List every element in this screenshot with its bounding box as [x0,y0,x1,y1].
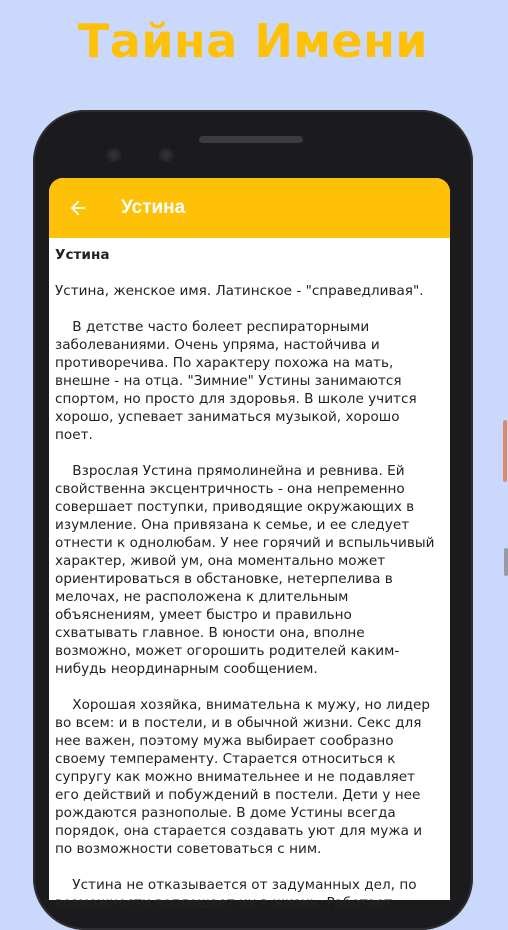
page-title: Устина [121,197,186,218]
arrow-left-icon [67,197,89,219]
app-bar [49,178,450,238]
article-paragraph: Устина не отказывается от задуманных дел, по возможности воплощает их в жизнь. Работает [55,877,421,911]
article-paragraph: Хорошая хозяйка, внимательна к мужу, но лидер во всем: и в постели, и в обычной жизни. Секс для нее важен, поэтому мужа выбирает сообразно своему темпераменту. Старается относиться к супругу как можно внимательнее и не подавляет его действий и побуждений в постели. Дети у нее рождаются разнополые. В доме Устины всегда порядок, она старается создавать уют для мужа и по возможности советоваться с ним. [55,697,435,857]
article-heading: Устина [55,247,110,263]
back-button[interactable] [49,178,107,238]
article-paragraph: В детстве часто болеет респираторными заболеваниями. Очень упряма, настойчива и противоречива. По характеру похожа на мать, внешне - на отца. "Зимние" Устины занимаются спортом, но просто для здоровья. В школе учится хорошо, успевает заниматься музыкой, хорошо поет. [55,319,421,443]
article-body[interactable] [49,238,450,911]
article-paragraph: Взрослая Устина прямолинейна и ревнива. Ей свойственна эксцентричность - она непременно совершает поступки, приводящие окружающих в изумление. Она привязана к семье, и ее следует отнести к однолюбам. У нее горячий и вспыльчивый характер, живой ум, она моментально может ориентироваться в обстановке, нетерпелива в мелочах, не расположена к длительным объяснениям, умеет быстро и правильно схватывать главное. В юности она, вполне возможно, может огорошить родителей каким-нибудь неординарным сообщением. [55,463,439,677]
article-paragraph: Устина, женское имя. Латинское - "справедливая". [55,283,424,299]
promo-title: Тайна Имени [77,14,429,68]
front-sensor-icon [159,148,173,162]
speaker-grille [199,136,303,143]
app-screen [49,178,450,911]
volume-button [504,548,508,576]
power-button [503,420,507,482]
front-camera-icon [107,148,121,162]
